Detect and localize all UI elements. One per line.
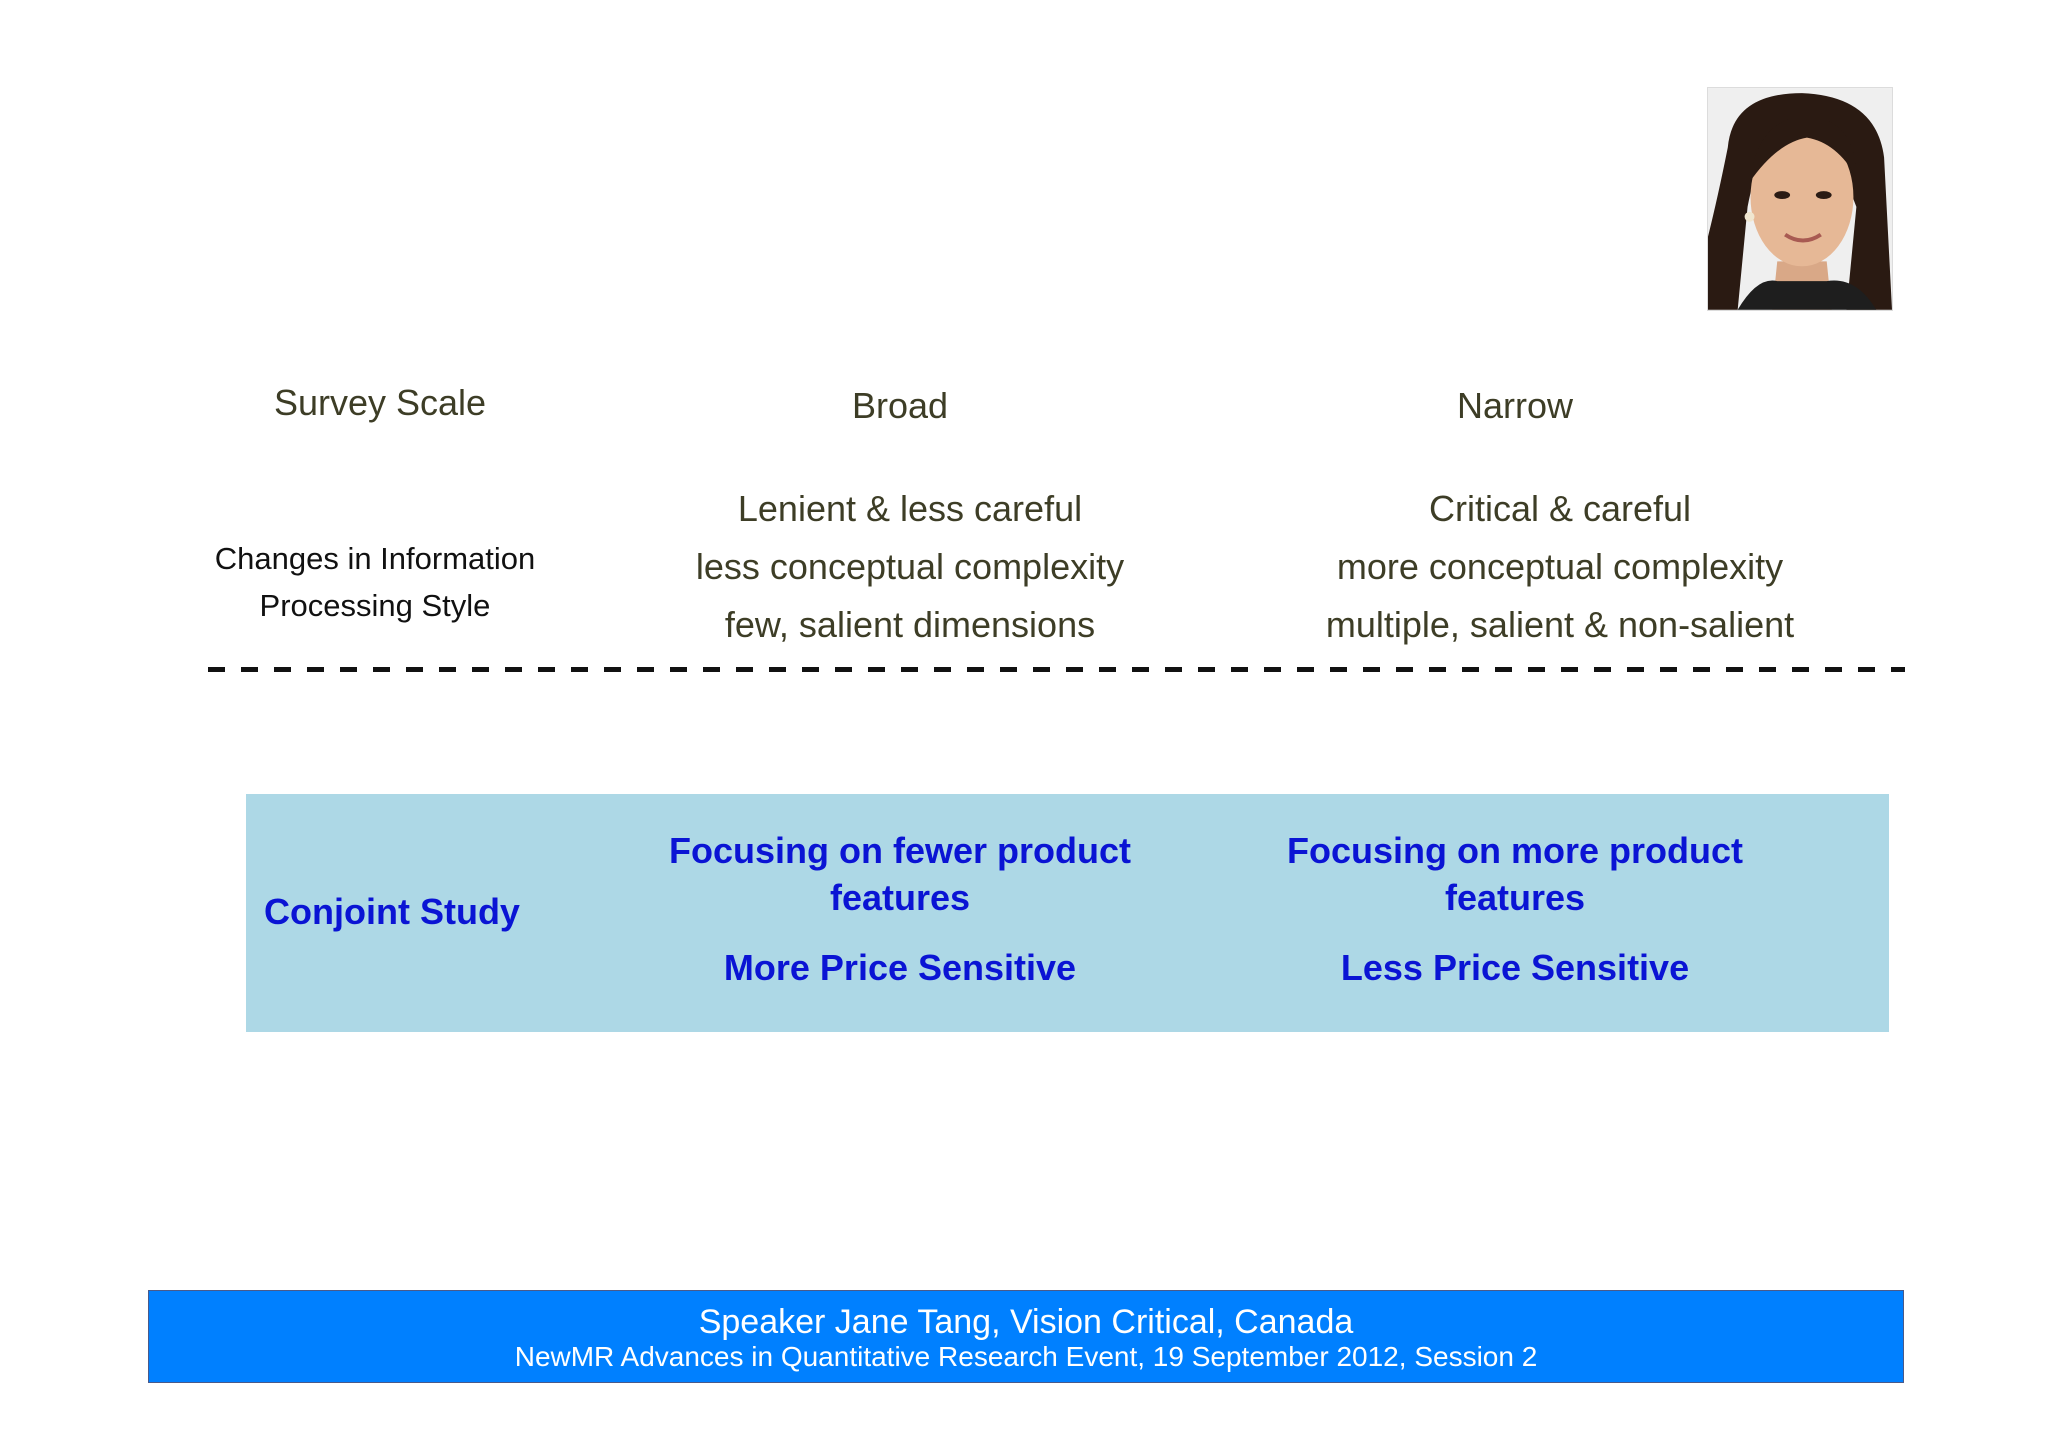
info-processing-label xyxy=(175,535,575,629)
conjoint-narrow-features: Focusing on more product features xyxy=(1287,830,1743,918)
header-narrow: Narrow xyxy=(1456,385,1573,426)
broad-desc-line: few, salient dimensions xyxy=(724,604,1096,645)
header-survey-scale: Survey Scale xyxy=(273,382,487,423)
broad-desc-line: Lenient & less careful xyxy=(737,488,1083,529)
narrow-desc-line: multiple, salient & non-salient xyxy=(1325,604,1795,645)
broad-desc-line: less conceptual complexity xyxy=(695,546,1125,587)
header-broad: Broad xyxy=(851,385,949,426)
narrow-desc-line: Critical & careful xyxy=(1428,488,1692,529)
info-processing-label-line1: Changes in Information xyxy=(214,541,536,576)
conjoint-narrow-price: Less Price Sensitive xyxy=(1340,947,1690,988)
info-processing-label-line2: Processing Style xyxy=(259,588,491,623)
dashed-divider xyxy=(208,667,1905,672)
conjoint-broad-price: More Price Sensitive xyxy=(723,947,1077,988)
broad-description xyxy=(630,480,1190,654)
speaker-photo xyxy=(1707,87,1893,311)
footer-banner xyxy=(148,1290,1904,1383)
narrow-desc-line: more conceptual complexity xyxy=(1336,546,1784,587)
conjoint-broad-features: Focusing on fewer product features xyxy=(668,830,1131,918)
narrow-description xyxy=(1250,480,1870,654)
conjoint-label: Conjoint Study xyxy=(264,891,520,932)
speaker-portrait-icon xyxy=(1708,88,1892,310)
footer-event: NewMR Advances in Quantitative Research Event, 19 September 2012, Session 2 xyxy=(514,1341,1538,1372)
footer-speaker: Speaker Jane Tang, Vision Critical, Canada xyxy=(698,1303,1354,1341)
